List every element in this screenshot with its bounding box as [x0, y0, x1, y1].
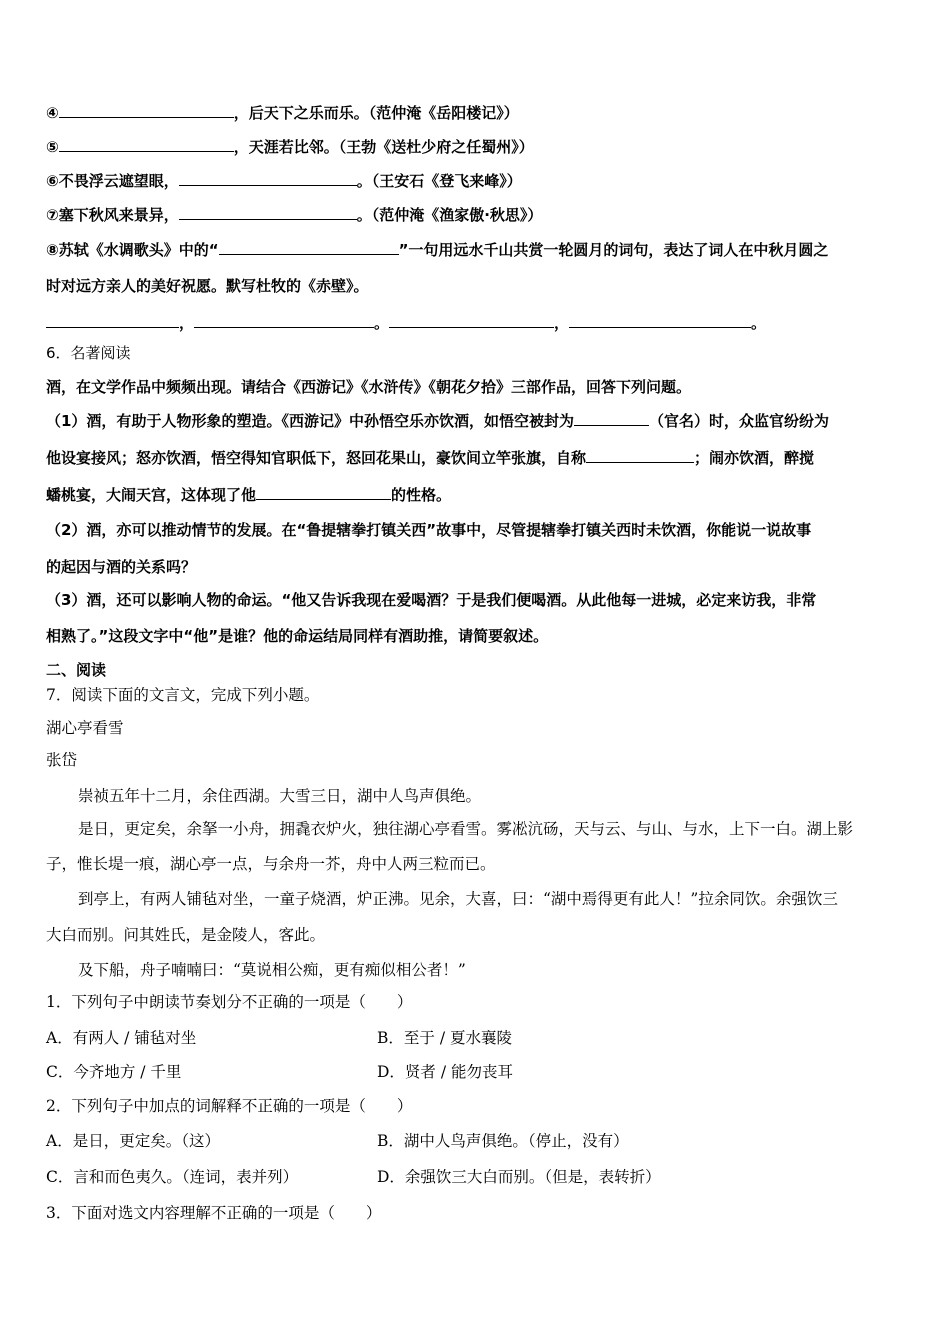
answer-blank[interactable]	[256, 484, 391, 500]
text: 他设宴接风；怒亦饮酒，悟空得知官职低下，怒回花果山，豪饮间立竿张旗，自称	[46, 449, 587, 467]
q6-title: 6．名著阅读	[46, 344, 131, 362]
passage-p2-cont: 子，惟长堤一痕，湖心亭一点，与余舟一芥，舟中人两三粒而已。	[46, 855, 496, 873]
sub1-option-a[interactable]: A．有两人 / 铺毡对坐	[46, 1029, 197, 1047]
passage-p3: 到亭上，有两人铺毡对坐，一童子烧酒，炉正沸。见余，大喜，曰：“湖中焉得更有此人！”拉余同饮。余强饮三	[78, 890, 838, 908]
recite-q5	[46, 136, 534, 157]
recite-q8	[46, 239, 828, 260]
answer-blank[interactable]	[194, 312, 374, 328]
q8-text-after: ”一句用远水千山共赏一轮圆月的词句，表达了词人在中秋月圆之	[398, 241, 829, 259]
q6-s1-line2	[46, 447, 814, 468]
section-heading: 二、阅读	[46, 661, 107, 679]
q5-num: ⑤	[46, 138, 59, 156]
sub1-option-d[interactable]: D．贤者 / 能勿丧耳	[377, 1063, 514, 1081]
q6-source: 。（王安石《登飞来峰》）	[356, 172, 522, 190]
answer-blank[interactable]	[574, 410, 649, 426]
poem-title: 湖心亭看雪	[46, 719, 124, 737]
sub2-option-d[interactable]: D．余强饮三大白而别。（但是，表转折）	[377, 1168, 661, 1186]
q4-num: ④	[46, 104, 59, 122]
sub2-option-c[interactable]: C．言和而色夷久。（连词，表并列）	[46, 1168, 299, 1186]
q7-text: ⑦塞下秋风来景异，	[46, 206, 179, 224]
text: 蟠桃宴，大闹天宫，这体现了他	[46, 486, 257, 504]
sub1-option-b[interactable]: B．至于 / 夏水襄陵	[377, 1029, 512, 1047]
q6-s3-line2: 相熟了。”这段文字中“他”是谁？他的命运结局同样有酒助推，请简要叙述。	[46, 627, 549, 645]
answer-blank[interactable]	[46, 312, 179, 328]
punct: ，	[554, 314, 570, 332]
punct: ，	[179, 314, 195, 332]
q6-text: ⑥不畏浮云遮望眼，	[46, 172, 179, 190]
q6-s2-line1: （2）酒，亦可以推动情节的发展。在“鲁提辖拳打镇关西”故事中，尽管提辖拳打镇关西时未饮酒，你能说一说故事	[46, 521, 812, 539]
q6-intro: 酒，在文学作品中频频出现。请结合《西游记》《水浒传》《朝花夕拾》三部作品，回答下列问题。	[46, 378, 692, 396]
recite-q8-line2: 时对远方亲人的美好祝愿。默写杜牧的《赤壁》。	[46, 277, 369, 295]
recite-q7	[46, 204, 542, 225]
q7-title: 7．阅读下面的文言文，完成下列小题。	[46, 686, 320, 704]
q6-s3-line1: （3）酒，还可以影响人物的命运。“他又告诉我现在爱喝酒？于是我们便喝酒。从此他每一进城，必定来访我，非常	[46, 591, 817, 609]
passage-p3-cont: 大白而别。问其姓氏，是金陵人，客此。	[46, 926, 326, 944]
answer-blank[interactable]	[179, 204, 357, 220]
q6-s1-line3	[46, 484, 451, 505]
q7-source: 。（范仲淹《渔家傲·秋思》）	[356, 206, 543, 224]
punct: 。	[751, 314, 767, 332]
sub1-option-c[interactable]: C．今齐地方 / 千里	[46, 1063, 182, 1081]
passage-p1: 崇祯五年十二月，余住西湖。大雪三日，湖中人鸟声俱绝。	[78, 787, 482, 805]
text: （1）酒，有助于人物形象的塑造。《西游记》中孙悟空乐亦饮酒，如悟空被封为	[46, 412, 574, 430]
sub2-stem: 2．下列句子中加点的词解释不正确的一项是（ ）	[46, 1097, 413, 1115]
q6-s2-line2: 的起因与酒的关系吗？	[46, 558, 197, 576]
text: 的性格。	[391, 486, 452, 504]
text: （官名）时，众监官纷纷为	[648, 412, 829, 430]
sub3-stem: 3．下面对选文内容理解不正确的一项是（ ）	[46, 1204, 382, 1222]
answer-blank[interactable]	[569, 312, 751, 328]
q8-text: ⑧苏轼《水调歌头》中的“	[46, 241, 219, 259]
q6-s1-line1	[46, 410, 829, 431]
sub1-stem: 1．下列句子中朗读节奏划分不正确的一项是（ ）	[46, 993, 413, 1011]
answer-blank[interactable]	[219, 239, 399, 255]
answer-blank[interactable]	[59, 136, 234, 152]
poem-author: 张岱	[46, 751, 78, 769]
q4-text: ，后天下之乐而乐。（范仲淹《岳阳楼记》）	[233, 104, 519, 122]
q5-text: ，天涯若比邻。（王勃《送杜少府之任蜀州》）	[233, 138, 534, 156]
answer-blank[interactable]	[59, 102, 234, 118]
text: ；闹亦饮酒，醉搅	[694, 449, 815, 467]
answer-blank[interactable]	[389, 312, 554, 328]
punct: 。	[374, 314, 390, 332]
passage-p4: 及下船，舟子喃喃曰：“莫说相公痴，更有痴似相公者！”	[78, 961, 466, 979]
recite-q4	[46, 102, 519, 123]
answer-blank[interactable]	[179, 170, 357, 186]
answer-blank[interactable]	[586, 447, 694, 463]
sub2-option-a[interactable]: A．是日，更定矣。（这）	[46, 1132, 220, 1150]
passage-p2: 是日，更定矣，余拏一小舟，拥毳衣炉火，独往湖心亭看雪。雾凇沆砀，天与云、与山、与水，上下一白。湖上影	[78, 820, 854, 838]
sub2-option-b[interactable]: B．湖中人鸟声俱绝。（停止，没有）	[377, 1132, 629, 1150]
recite-q6	[46, 170, 522, 191]
chibi-blanks	[46, 312, 766, 333]
